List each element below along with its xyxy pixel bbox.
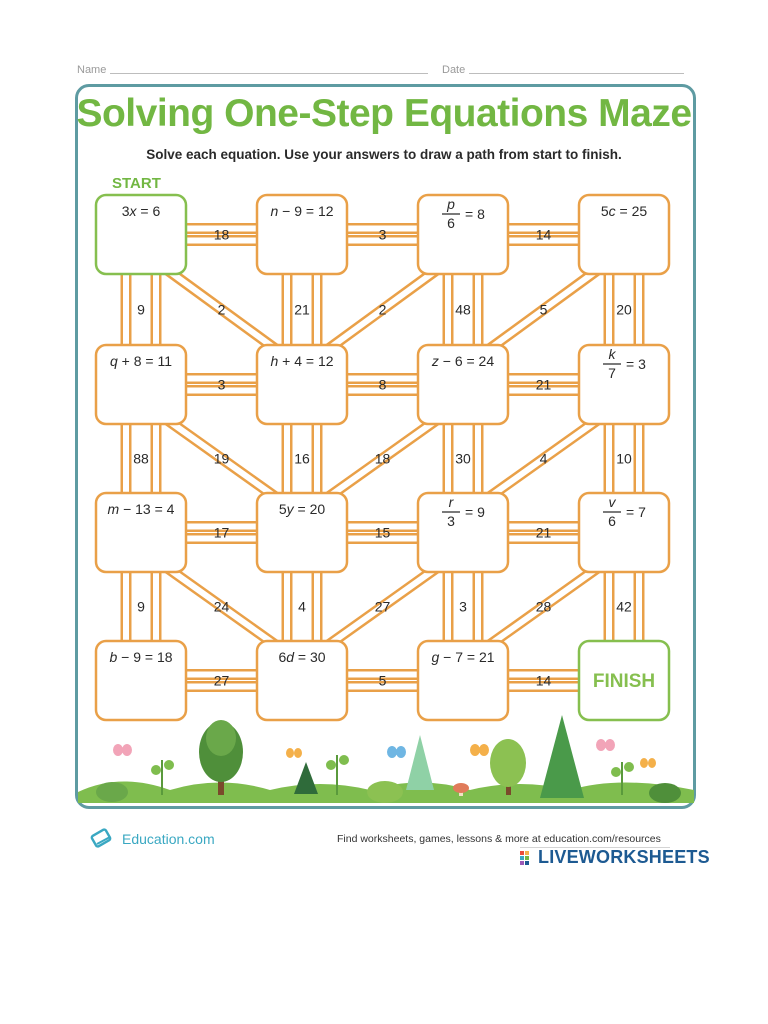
label-h-r2-c0: 17 [213,524,230,541]
equation-text [278,649,325,665]
liveworksheets-logo-icon [519,850,535,866]
equation-part: − 7 = 21 [439,649,495,665]
liveworksheets-logo[interactable] [519,847,710,868]
equation-part: = 20 [293,501,326,517]
equation-cell-r3-c2[interactable] [418,641,508,720]
fraction-denominator: 6 [447,215,455,231]
equation-part: = 30 [294,649,326,665]
footer-text: Find worksheets, games, lessons & more at education.com/resources [337,833,661,845]
butterfly-6-icon [640,758,656,768]
instructions: Solve each equation. Use your answers to draw a path from start to finish. [146,147,622,162]
label-h-r3-c1: 5 [378,672,387,689]
equation-cell-r2-c2[interactable] [418,493,508,572]
equation-variable: c [608,203,616,219]
label-d-r2-c1: 27 [374,598,391,615]
label-v-r2-c0: 9 [137,598,145,615]
equation-part: 5 [600,203,609,219]
label-h-r0-c0: 18 [213,226,230,243]
equation-cell-r1-c0[interactable] [96,345,186,424]
equation-text [270,353,333,369]
fraction-denominator: 7 [608,365,616,381]
bush-1-icon [96,782,128,802]
butterfly-2-icon [286,748,302,758]
fraction-rhs: = 3 [626,356,646,372]
equation-part: − 9 = 18 [117,649,173,665]
equation-cell-r1-c2[interactable] [418,345,508,424]
label-v-r0-c3: 20 [616,301,632,318]
name-label: Name [77,64,107,76]
butterfly-4-icon [470,744,489,756]
label-v-r0-c1: 21 [294,301,310,318]
label-d-r0-c0: 2 [217,301,226,318]
fraction-numerator: v [608,494,616,510]
equation-variable: x [129,203,137,219]
equation-part: = 25 [615,203,648,219]
label-h-r1-c2: 21 [535,376,552,393]
equation-part: 3 [121,203,130,219]
equation-cell-r0-c2[interactable] [418,195,508,274]
bush-3-icon [649,783,681,803]
equation-part: 5 [278,501,287,517]
fraction-denominator: 3 [447,513,455,529]
equation-part: 6 [278,649,287,665]
date-label: Date [442,64,466,76]
equation-cell-r0-c3[interactable] [579,195,669,274]
fraction-numerator: p [447,196,455,212]
equation-variable: g [431,649,440,665]
equation-variable: z [431,353,439,369]
label-h-r2-c2: 21 [535,524,552,541]
equation-cell-r2-c0[interactable] [96,493,186,572]
fraction-rhs: = 9 [465,504,485,520]
label-d-r1-c2: 4 [539,450,548,467]
butterfly-3-icon [387,746,406,758]
label-d-r1-c1: 18 [374,450,391,467]
finish-cell[interactable] [579,641,669,720]
equation-variable: q [109,353,118,369]
page-title: Solving One-Step Equations Maze [76,92,692,135]
label-d-r2-c2: 28 [535,598,552,615]
label-v-r1-c0: 88 [133,450,149,467]
fraction-rhs: = 8 [465,206,485,222]
equation-part: + 8 = 11 [117,353,173,369]
butterfly-5-icon [596,739,615,751]
equation-variable: n [270,203,279,219]
equation-variable: y [286,501,294,517]
label-d-r1-c0: 19 [213,450,230,467]
fraction-denominator: 6 [608,513,616,529]
bush-2-icon [367,781,403,803]
label-d-r0-c1: 2 [378,301,387,318]
equation-part: = 6 [136,203,161,219]
equation-text [431,353,494,369]
label-h-r0-c1: 3 [378,226,387,243]
equation-cell-r1-c3[interactable] [579,345,669,424]
label-v-r2-c2: 3 [459,598,467,615]
equation-part: − 13 = 4 [119,501,175,517]
label-h-r0-c2: 14 [535,226,552,243]
equation-cell-r2-c1[interactable] [257,493,347,572]
label-v-r0-c0: 9 [137,301,145,318]
equation-cell-r0-c1[interactable] [257,195,347,274]
equation-part: + 4 = 12 [278,353,334,369]
label-v-r0-c2: 48 [455,301,471,318]
equation-cell-r2-c3[interactable] [579,493,669,572]
fraction-numerator: r [448,494,454,510]
equation-variable: b [109,649,118,665]
label-h-r3-c2: 14 [535,672,552,689]
equation-part: − 6 = 24 [438,353,495,369]
label-v-r1-c2: 30 [455,450,471,467]
liveworksheets-brand: LIVEWORKSHEETS [538,847,710,867]
label-h-r2-c1: 15 [374,524,391,541]
equation-cell-r3-c1[interactable] [257,641,347,720]
start-label: START [112,175,161,192]
equation-cell-r1-c1[interactable] [257,345,347,424]
label-v-r2-c3: 42 [616,598,632,615]
equation-text [270,203,333,219]
equation-variable: m [107,501,120,517]
equation-text [279,501,326,517]
pine-tree-3-icon [294,762,318,794]
label-d-r2-c0: 24 [213,598,230,615]
label-v-r1-c3: 10 [616,450,632,467]
fraction-rhs: = 7 [626,504,646,520]
education-brand: Education.com [122,831,215,847]
equation-text [122,203,161,219]
education-logo[interactable] [90,826,215,852]
fraction-numerator: k [608,346,616,362]
equation-cell-r3-c0[interactable] [96,641,186,720]
equation-part: − 9 = 12 [278,203,334,219]
equation-text [109,649,172,665]
education-logo-icon [90,826,116,852]
equation-variable: d [286,649,295,665]
equation-variable: h [270,353,279,369]
pine-tree-1-icon [406,735,434,790]
label-d-r0-c2: 5 [539,301,548,318]
finish-label: FINISH [592,671,656,692]
label-h-r1-c1: 8 [378,376,387,393]
equation-text [431,649,494,665]
label-h-r1-c0: 3 [217,376,226,393]
forest-scenery [78,715,694,803]
equation-text [601,203,648,219]
equation-text [108,501,175,517]
label-h-r3-c0: 27 [213,672,230,689]
butterfly-1-icon [113,744,132,756]
equation-text [110,353,172,369]
label-v-r1-c1: 16 [294,450,310,467]
start-cell[interactable] [96,195,186,274]
pine-tree-2-icon [540,715,584,798]
label-v-r2-c1: 4 [298,598,306,615]
